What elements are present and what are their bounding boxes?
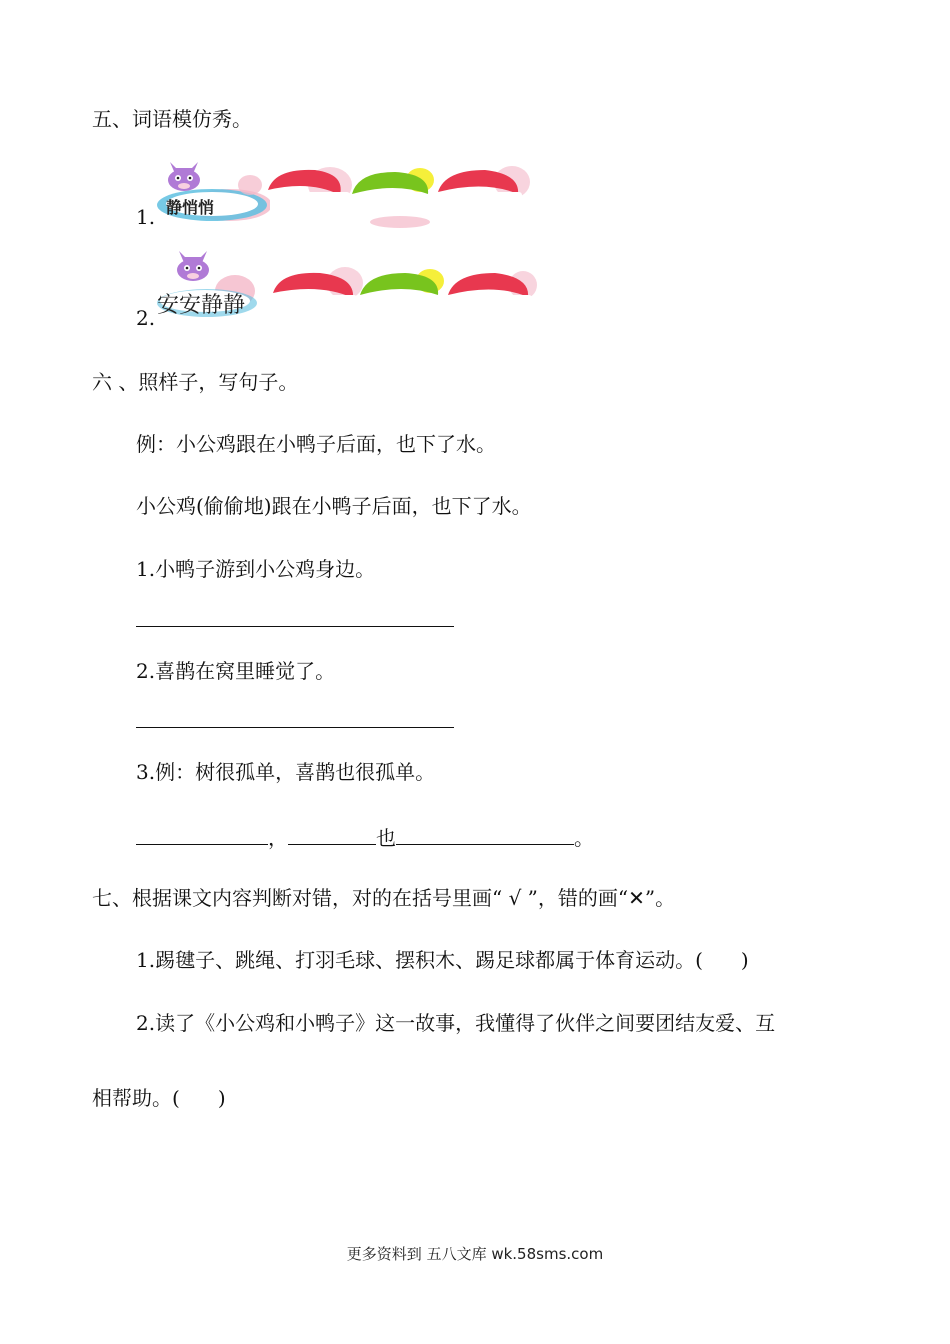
red-bubble-1 [268,167,352,222]
question-3: 3.例：树很孤单，喜鹊也很孤单。 [136,760,436,784]
example-line-1: 例：小公鸡跟在小鸭子后面，也下了水。 [136,432,496,456]
paren-close-2: ) [217,1086,226,1110]
item2-word: 安安静静 [157,293,246,318]
judge-question-2: 2.读了《小公鸡和小鸭子》这一故事，我懂得了伙伴之间要团结友爱、互 [136,1011,776,1035]
item1-word: 静悄悄 [166,198,215,217]
word-bubble-row-1 [140,150,540,230]
question-2: 2.喜鹊在窝里睡觉了。 [136,659,336,683]
green-bubble [352,168,435,228]
judge-question-2-cont-text: 相帮助。( [92,1086,180,1110]
section5-title: 五、词语模仿秀。 [92,107,252,131]
example-line-2: 小公鸡(偷偷地)跟在小鸭子后面，也下了水。 [136,494,532,518]
cat-icon [177,251,209,281]
red-bubble-2 [438,166,530,222]
footer-text: 更多资料到 五八文库 wk.58sms.com [346,1245,604,1263]
comma: ， [268,826,288,850]
judge-question-1-text: 1.踢毽子、跳绳、打羽毛球、摆积木、踢足球都属于体育运动。( [136,948,703,972]
section7-title: 七、根据课文内容判断对错，对的在括号里画“ √ ”，错的画“✕”。 [92,886,676,910]
answer-line-1[interactable] [136,626,454,627]
question-1: 1.小鸭子游到小公鸡身边。 [136,557,376,581]
red-bubble-3 [273,267,363,325]
red-bubble-4 [448,271,537,325]
section6-title: 六 、照样子，写句子。 [92,370,299,394]
paren-close-1: ) [740,948,749,972]
question-3-answer [136,824,594,850]
blank-2[interactable] [288,824,376,845]
item2-number: 2. [136,306,156,330]
green-bubble-2 [360,269,444,323]
judge-question-2-cont [92,1086,226,1110]
answer-line-2[interactable] [136,727,454,728]
item1-number: 1. [136,205,156,229]
ye-char: 也 [376,826,396,850]
period: 。 [574,826,594,850]
cat-icon [168,162,200,191]
blank-1[interactable] [136,824,268,845]
judge-question-1 [136,948,749,972]
blank-3[interactable] [396,824,574,845]
